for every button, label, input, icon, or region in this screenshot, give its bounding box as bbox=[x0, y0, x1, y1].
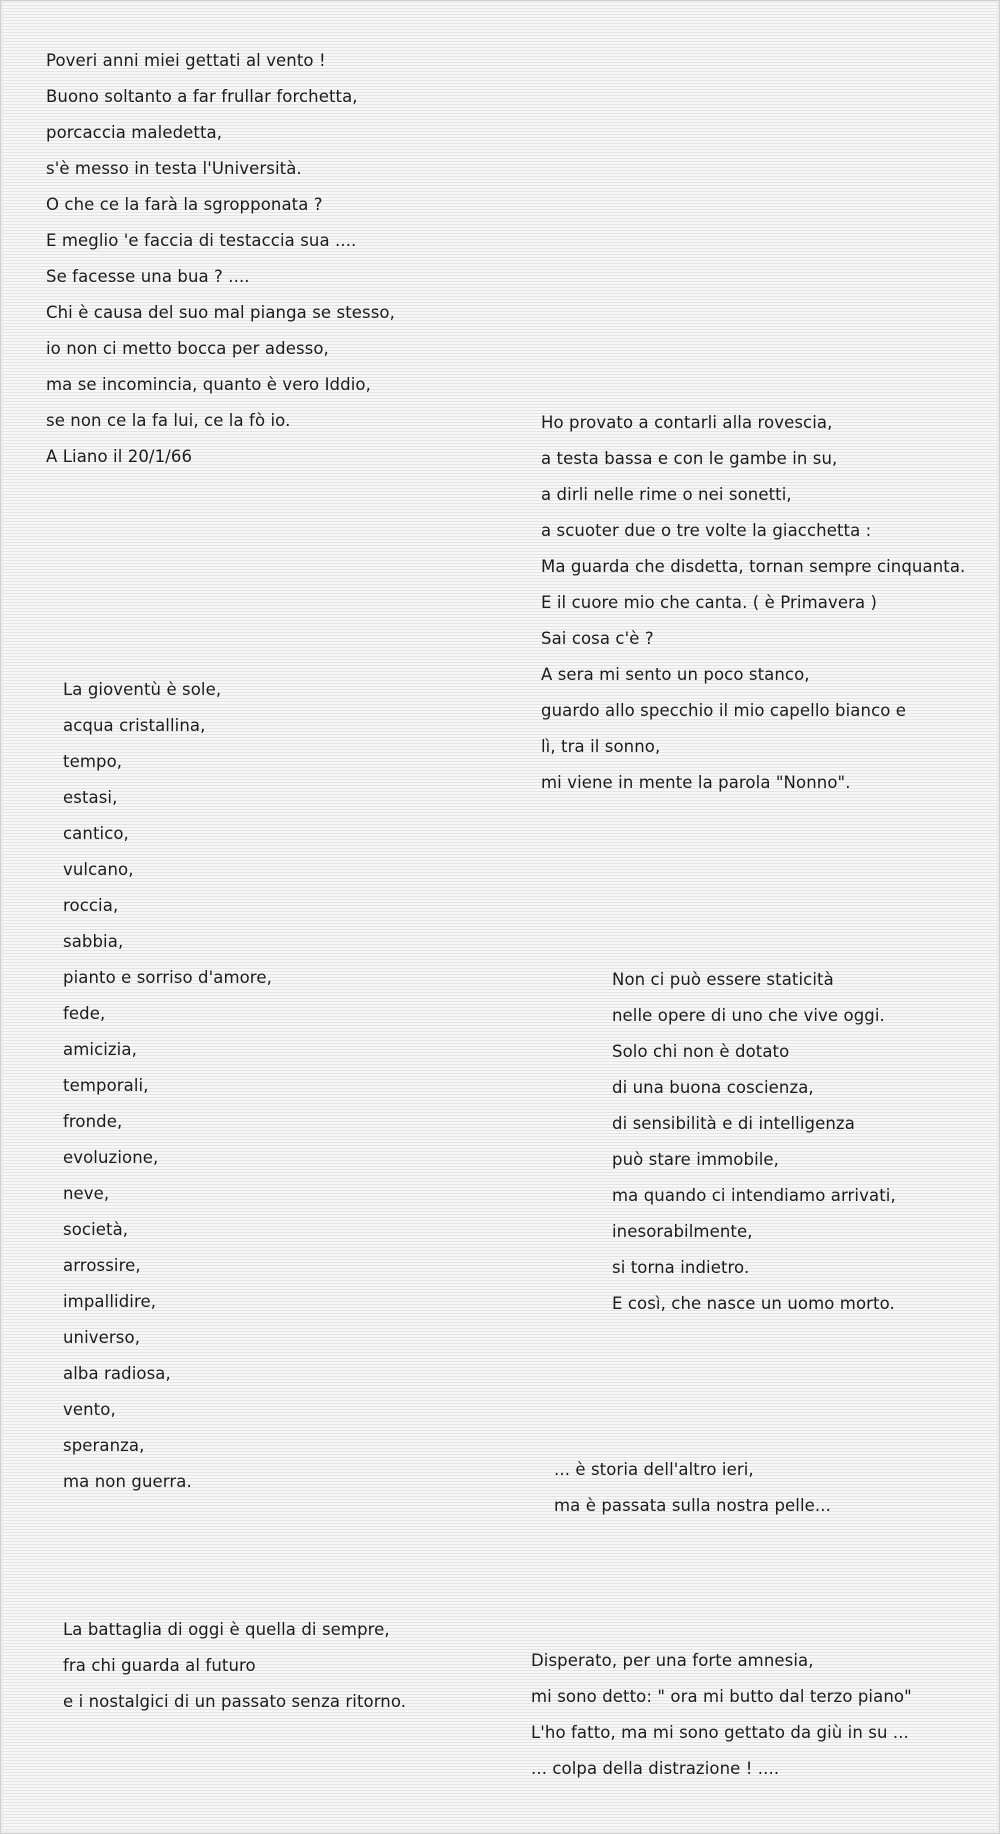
poem-line: s'è messo in testa l'Università. bbox=[46, 159, 302, 178]
poem-line: di sensibilità e di intelligenza bbox=[612, 1114, 855, 1133]
poem-line: sabbia, bbox=[63, 932, 124, 951]
poem-line: pianto e sorriso d'amore, bbox=[63, 968, 272, 987]
poem-line: estasi, bbox=[63, 788, 118, 807]
poem-line: ma non guerra. bbox=[63, 1472, 192, 1491]
poem-battaglia bbox=[63, 1612, 406, 1720]
poem-line: La battaglia di oggi è quella di sempre, bbox=[63, 1620, 390, 1639]
poem-line: alba radiosa, bbox=[63, 1364, 171, 1383]
poem-line: ma se incomincia, quanto è vero Iddio, bbox=[46, 375, 371, 394]
poem-line: se non ce la fa lui, ce la fò io. bbox=[46, 411, 291, 430]
poem-line: Ma guarda che disdetta, tornan sempre cinquanta. bbox=[541, 557, 966, 576]
poem-line: può stare immobile, bbox=[612, 1150, 780, 1169]
poem-line: inesorabilmente, bbox=[612, 1222, 753, 1241]
poem-line: A sera mi sento un poco stanco, bbox=[541, 665, 810, 684]
poem-line: a scuoter due o tre volte la giacchetta : bbox=[541, 521, 872, 540]
poem-staticita bbox=[612, 962, 896, 1322]
poem-line: Poveri anni miei gettati al vento ! bbox=[46, 51, 326, 70]
poem-amnesia bbox=[531, 1643, 912, 1787]
poem-line: Chi è causa del suo mal pianga se stesso, bbox=[46, 303, 395, 322]
poem-line: neve, bbox=[63, 1184, 110, 1203]
poem-line: amicizia, bbox=[63, 1040, 137, 1059]
poem-line: acqua cristallina, bbox=[63, 716, 206, 735]
poem-line: lì, tra il sonno, bbox=[541, 737, 661, 756]
poem-line: vento, bbox=[63, 1400, 116, 1419]
poem-line: ... è storia dell'altro ieri, bbox=[554, 1460, 754, 1479]
poem-line: a dirli nelle rime o nei sonetti, bbox=[541, 485, 792, 504]
poem-line: temporali, bbox=[63, 1076, 149, 1095]
poem-line: di una buona coscienza, bbox=[612, 1078, 814, 1097]
poem-contarli-alla-rovescia bbox=[541, 405, 965, 801]
poem-line: Se facesse una bua ? .... bbox=[46, 267, 250, 286]
poem-line: e i nostalgici di un passato senza ritorno. bbox=[63, 1692, 407, 1711]
poem-line: a testa bassa e con le gambe in su, bbox=[541, 449, 838, 468]
poem-line: vulcano, bbox=[63, 860, 134, 879]
poem-line: fra chi guarda al futuro bbox=[63, 1656, 256, 1675]
poem-line: roccia, bbox=[63, 896, 119, 915]
poem-line: E il cuore mio che canta. ( è Primavera ) bbox=[541, 593, 878, 612]
poem-line: si torna indietro. bbox=[612, 1258, 750, 1277]
poem-line: ... colpa della distrazione ! .... bbox=[531, 1759, 780, 1778]
poem-line: ma quando ci intendiamo arrivati, bbox=[612, 1186, 896, 1205]
poem-line: ma è passata sulla nostra pelle... bbox=[554, 1496, 831, 1515]
poem-line: Non ci può essere staticità bbox=[612, 970, 834, 989]
poem-storia-altro-ieri bbox=[554, 1452, 831, 1524]
poem-line: fronde, bbox=[63, 1112, 123, 1131]
poem-line: mi viene in mente la parola "Nonno". bbox=[541, 773, 851, 792]
poem-line: Ho provato a contarli alla rovescia, bbox=[541, 413, 833, 432]
poem-line: cantico, bbox=[63, 824, 129, 843]
poem-line: L'ho fatto, ma mi sono gettato da giù in su ... bbox=[531, 1723, 909, 1742]
poem-line: La gioventù è sole, bbox=[63, 680, 222, 699]
poem-line: speranza, bbox=[63, 1436, 145, 1455]
poem-line: evoluzione, bbox=[63, 1148, 159, 1167]
poem-poveri-anni bbox=[46, 43, 395, 475]
poem-line: impallidire, bbox=[63, 1292, 157, 1311]
poem-line: A Liano il 20/1/66 bbox=[46, 447, 193, 466]
poem-line: società, bbox=[63, 1220, 129, 1239]
poem-line: Sai cosa c'è ? bbox=[541, 629, 654, 648]
poem-line: O che ce la farà la sgropponata ? bbox=[46, 195, 323, 214]
poem-gioventu bbox=[63, 672, 272, 1500]
poem-line: arrossire, bbox=[63, 1256, 141, 1275]
poem-line: guardo allo specchio il mio capello bianco e bbox=[541, 701, 907, 720]
poem-line: nelle opere di uno che vive oggi. bbox=[612, 1006, 885, 1025]
poem-line: universo, bbox=[63, 1328, 141, 1347]
poem-line: mi sono detto: " ora mi butto dal terzo piano" bbox=[531, 1687, 912, 1706]
poem-line: Buono soltanto a far frullar forchetta, bbox=[46, 87, 358, 106]
poem-line: io non ci metto bocca per adesso, bbox=[46, 339, 329, 358]
poem-line: Disperato, per una forte amnesia, bbox=[531, 1651, 814, 1670]
poem-line: Solo chi non è dotato bbox=[612, 1042, 790, 1061]
poem-line: fede, bbox=[63, 1004, 106, 1023]
poem-line: E meglio 'e faccia di testaccia sua .... bbox=[46, 231, 357, 250]
poem-line: porcaccia maledetta, bbox=[46, 123, 223, 142]
poem-line: tempo, bbox=[63, 752, 123, 771]
poem-line: E così, che nasce un uomo morto. bbox=[612, 1294, 895, 1313]
